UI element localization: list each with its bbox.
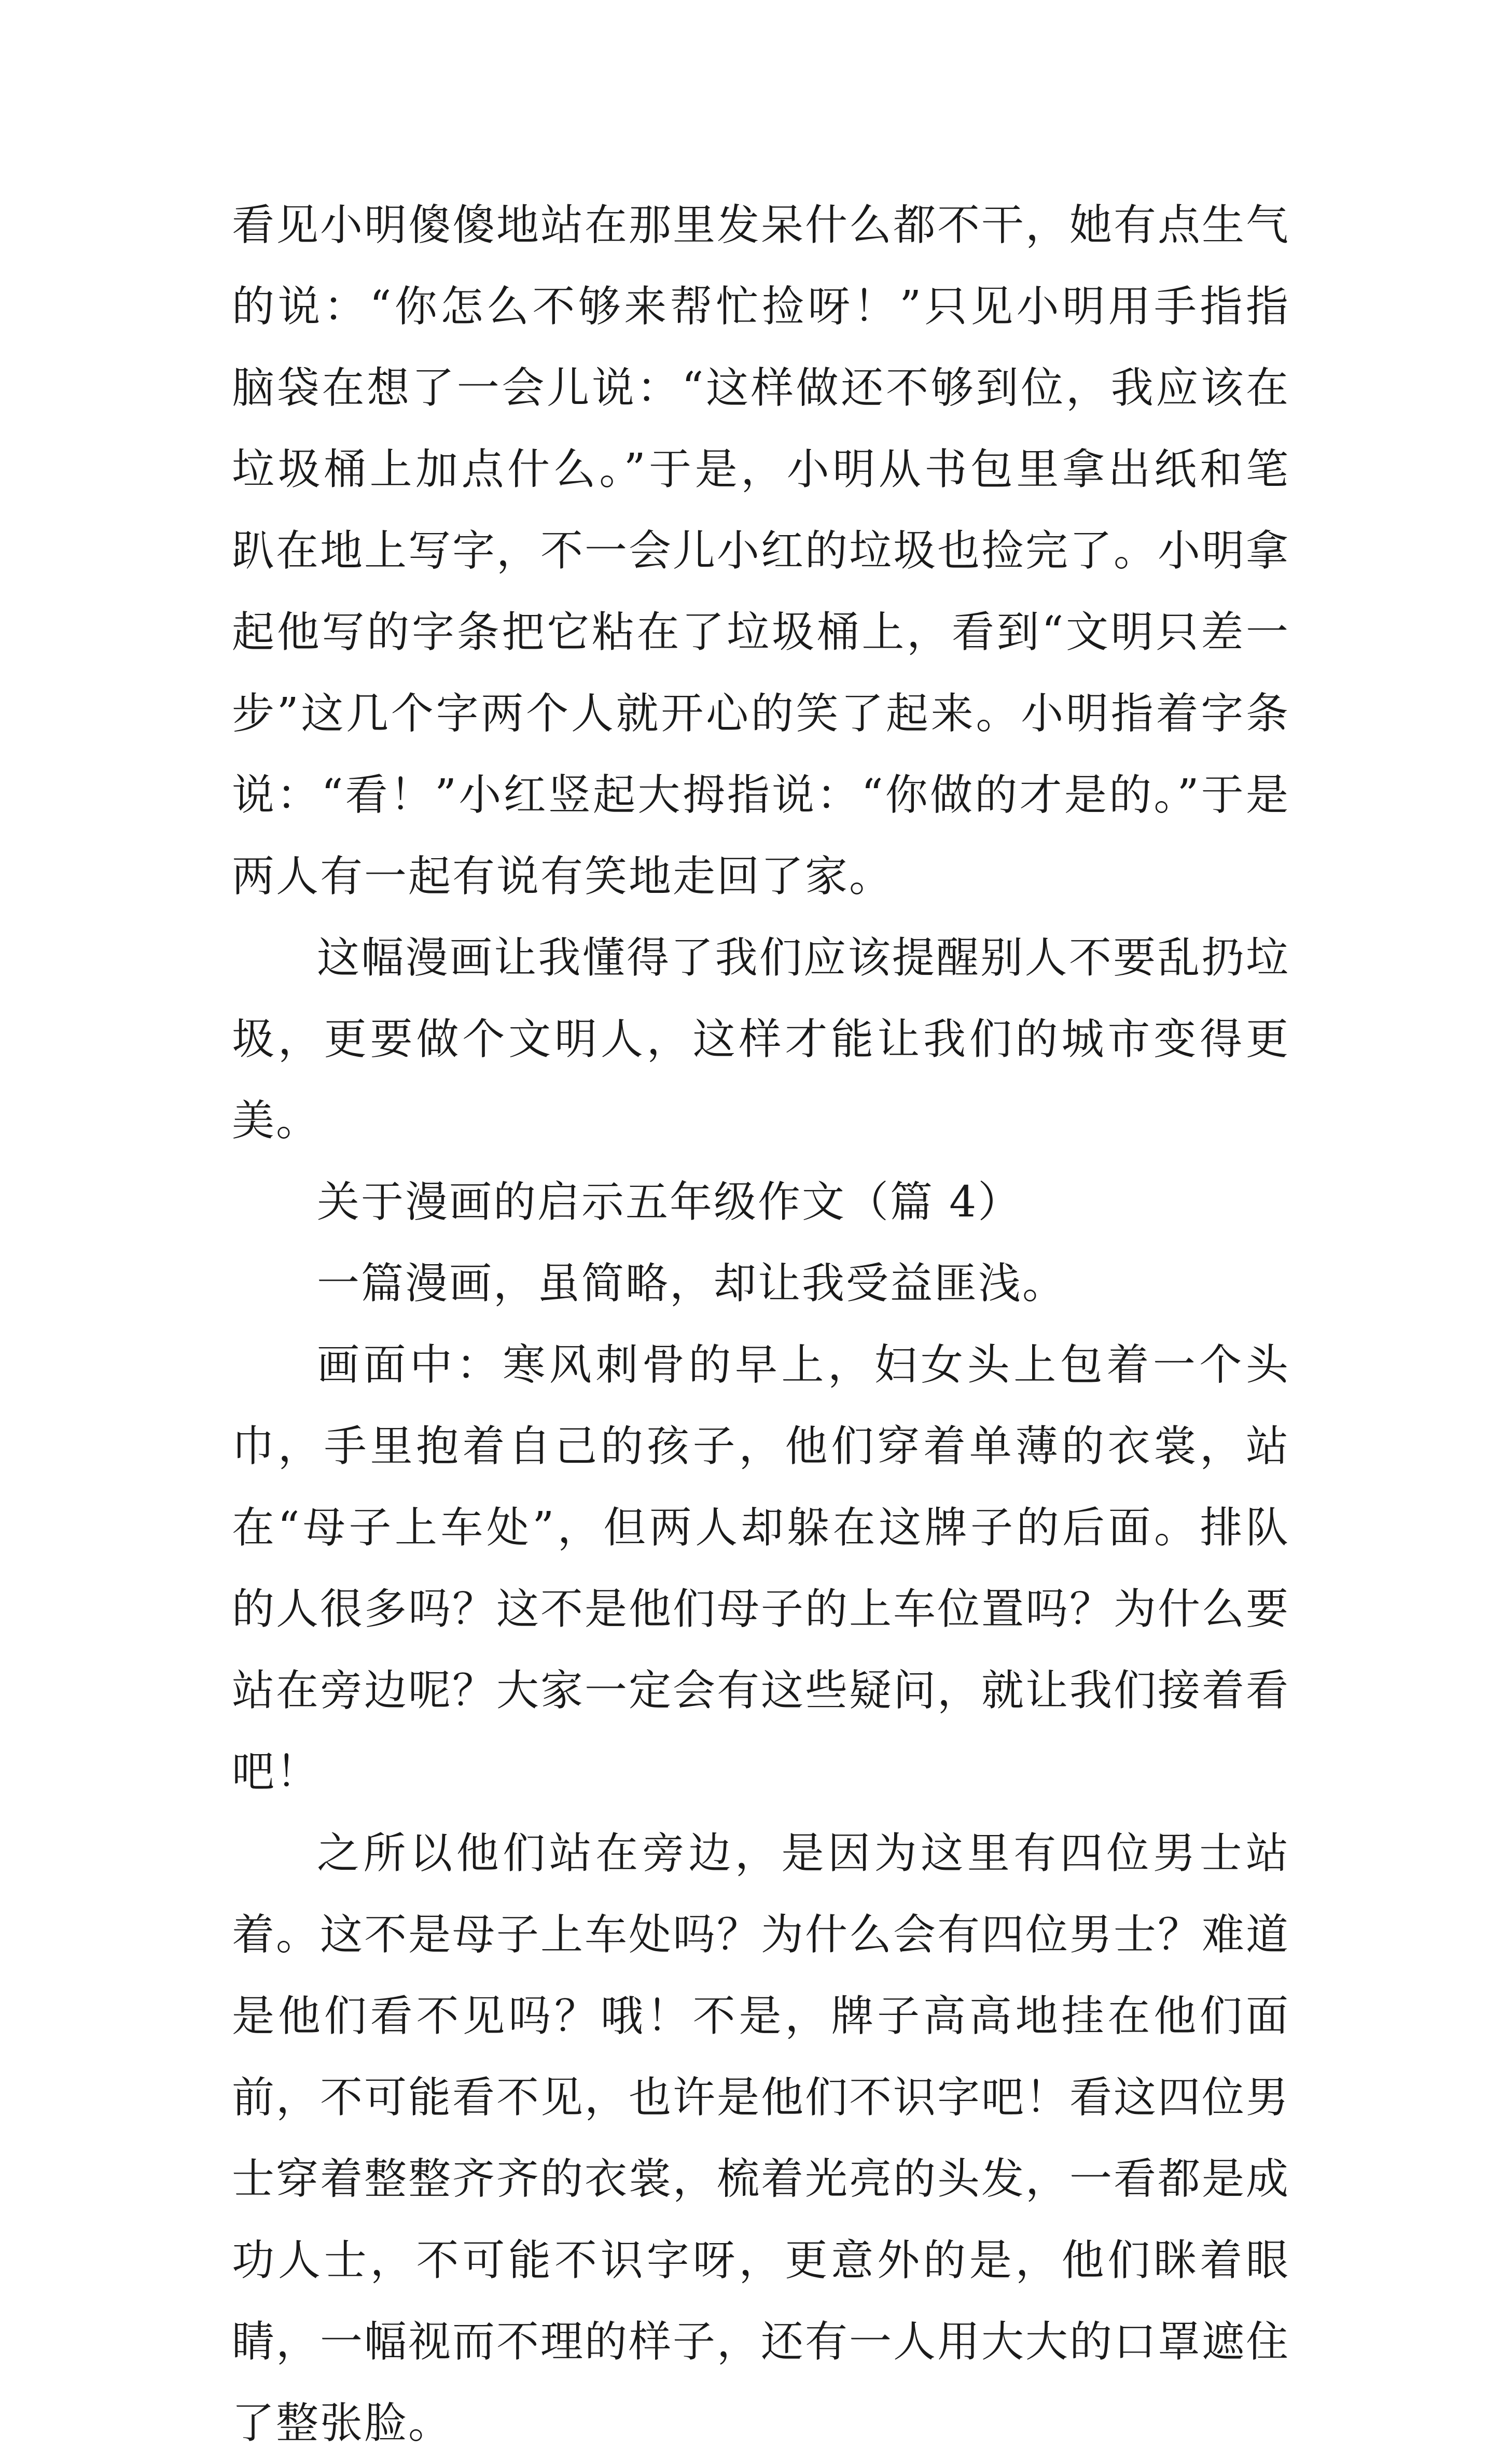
paragraph-story-continuation: 看见小明傻傻地站在那里发呆什么都不干，她有点生气的说：“你怎么不够来帮忙捡呀！”只见小明用手指指脑袋在想了一会儿说：“这样做还不够到位，我应该在垃圾桶上加点什么。”于是，小明从书包里拿出纸和笔趴在地上写字，不一会儿小红的垃圾也捡完了。小明拿起他写的字条把它粘在了垃圾桶上，看到“文明只差一步”这几个字两个人就开心的笑了起来。小明指着字条说：“看！”小红竖起大拇指说：“你做的才是的。”于是两人有一起有说有笑地走回了家。	[232, 201, 1290, 901]
paragraph-intro: 一篇漫画，虽简略，却让我受益匪浅。	[317, 1259, 1067, 1308]
paragraph-men: 之所以他们站在旁边，是因为这里有四位男士站着。这不是母子上车处吗？为什么会有四位男士？难道是他们看不见吗？哦！不是，牌子高高地挂在他们面前，不可能看不见，也许是他们不识字吧！看这四位男士穿着整整齐齐的衣裳，梳着光亮的头发，一看都是成功人士，不可能不识字呀，更意外的是，他们眯着眼睛，一幅视而不理的样子，还有一人用大大的口罩遮住了整张脸。	[232, 1829, 1290, 2448]
essay-heading: 关于漫画的启示五年级作文（篇 4）	[317, 1178, 1022, 1227]
paragraph-lesson: 这幅漫画让我懂得了我们应该提醒别人不要乱扔垃圾，更要做个文明人，这样才能让我们的城市变得更美。	[232, 933, 1290, 1145]
paragraph-scene: 画面中：寒风刺骨的早上，妇女头上包着一个头巾，手里抱着自己的孩子，他们穿着单薄的衣裳，站在“母子上车处”，但两人却躲在这牌子的后面。排队的人很多吗？这不是他们母子的上车位置吗？为什么要站在旁边呢？大家一定会有这些疑问，就让我们接着看吧！	[232, 1340, 1290, 1797]
